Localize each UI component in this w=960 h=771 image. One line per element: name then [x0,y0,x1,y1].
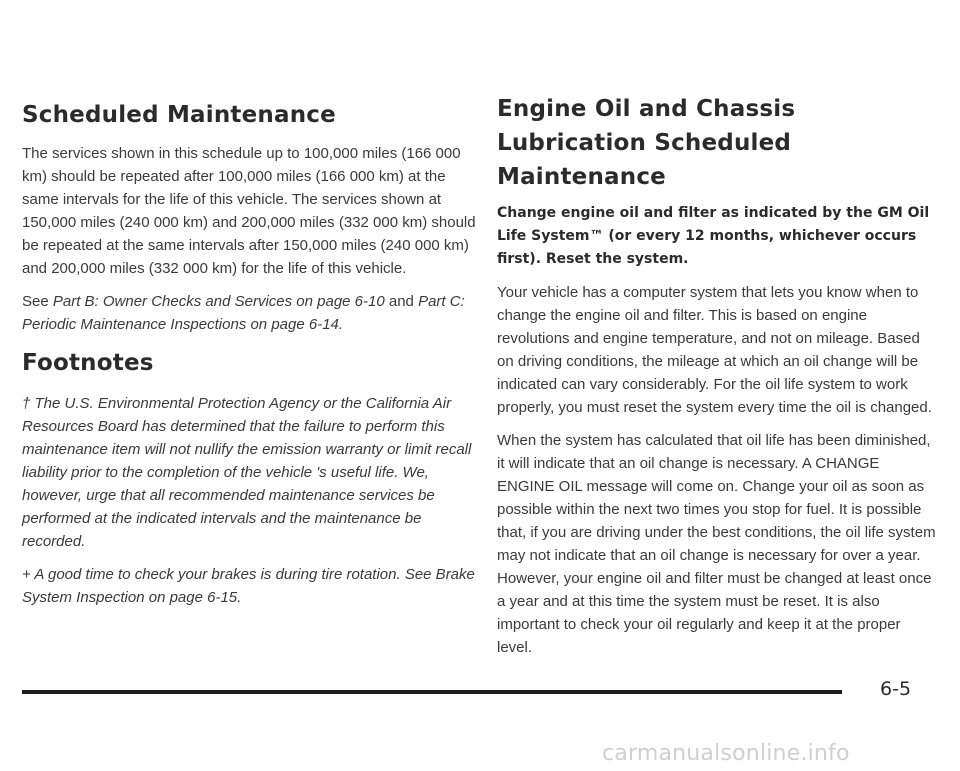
footnote-brakes: + A good time to check your brakes is during tire rotation. See Brake System Inspection on page 6-15. [22,566,475,606]
footnote-epa: † The U.S. Environmental Protection Agency or the California Air Resources Board has determined that the failure to perform this maintenance item will not nullify the emission warranty or limit recall liability prior to the completion of the vehicle 's useful life. We, however, urge that all recommended maintenance services be performed at the indicated intervals and the maintenance be recorded. [22,395,472,550]
footnotes-heading: Footnotes [22,350,154,376]
footer-rule [22,690,842,694]
oil-life-system-paragraph: Your vehicle has a computer system that lets you know when to change the engine oil and filter. This is based on engine revolutions and engine temperature, and not on mileage. Based on driving conditions, the mileage at which an oil change will be indicated can vary considerably. For the oil life system to work properly, you must reset the system every time the oil is changed. [497,284,932,416]
engine-oil-heading: Engine Oil and Chassis Lubrication Scheduled Maintenance [497,96,796,190]
oil-change-indicator-paragraph: When the system has calculated that oil life has been diminished, it will indicate that an oil change is necessary. A CHANGE ENGINE OIL message will come on. Change your oil as soon as possible within the next two times you stop for fuel. It is possible that, if you are driving under the best conditions, the oil life system may not indicate that an oil change is necessary for over a year. However, your engine oil and filter must be changed at least once a year and at this time the system must be reset. It is also important to check your oil regularly and keep it at the proper level. [497,432,936,656]
schedule-intro-paragraph: The services shown in this schedule up to 100,000 miles (166 000 km) should be repeated after 100,000 miles (166 000 km) at the same intervals for the life of this vehicle. The services shown at 150,000 miles (240 000 km) and 200,000 miles (332 000 km) should be repeated at the same intervals after 150,000 miles (240 000 km) and 200,000 miles (332 000 km) for the life of this vehicle. [22,145,476,277]
watermark-text: carmanualsonline.info [602,741,850,766]
right-column [497,92,937,669]
page-number: 6-5 [880,678,912,700]
see-and: and [384,293,419,310]
scheduled-maintenance-heading: Scheduled Maintenance [22,102,336,128]
oil-change-instruction: Change engine oil and filter as indicated by the GM Oil Life System™ (or every 12 months, whichever occurs first). Reset the system. [497,205,930,267]
part-b-reference: Part B: Owner Checks and Services on page 6-10 [52,293,385,310]
see-prefix: See [22,293,53,310]
left-column [22,92,478,619]
see-reference-paragraph [22,290,478,336]
part-c-reference: Part C: Periodic Maintenance Inspections on page 6-14. [22,293,465,333]
